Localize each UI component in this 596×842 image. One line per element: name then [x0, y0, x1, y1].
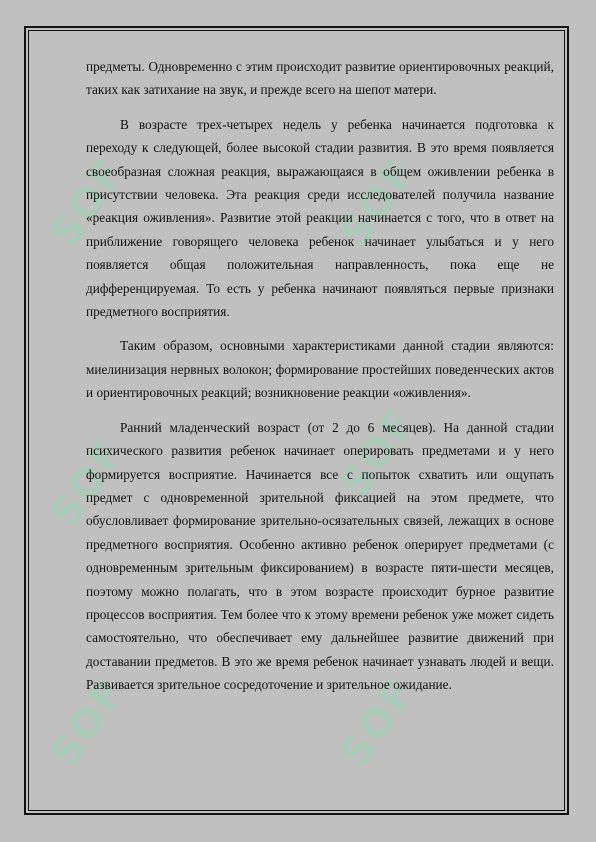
watermark-text: SOF [41, 150, 135, 256]
watermark-text: SOF [41, 430, 135, 536]
watermark-text: SOF [331, 670, 425, 776]
paragraph: Таким образом, основными характеристиками данной стадии являются: миелинизация нервных волокон; формирование простейших поведенческих актов и ориентировочных реакций; возникновение реакции «оживления». [86, 338, 554, 401]
document-body [86, 55, 554, 708]
paragraph: Ранний младенческий возраст (от 2 до 6 месяцев). На данной стадии психического развития ребенок начинает оперировать предметами и у него формируется восприятие. Начинается все с попыток схватить или ощупать предмет с одновременной зрительной фиксацией на этом предмете, что обусловливает формирование зрительно-осязательных связей, лежащих в основе предметного восприятия. Особенно активно ребенок оперирует предметами (с одновременным зрительным фиксированием) в возрасте пяти-шести месяцев, поэтому можно полагать, что в этом возрасте происходит бурное развитие процессов восприятия. Тем более что к этому времени ребенок уже может сидеть самостоятельно, что обеспечивает ему дальнейшее развитие движений при доставании предметов. В это же время ребенок начинает узнавать людей и вещи. Развивается зрительное сосредоточение и зрительное ожидание. [86, 419, 554, 693]
paragraph: В возрасте трех-четырех недель у ребенка начинается подготовка к переходу к следующей, более высокой стадии развития. В это время появляется своеобразная сложная реакция, выражающаяся в общем оживлении ребенка в присутствии человека. Эта реакция среди исследователей получила название «реакция оживления». Развитие этой реакции начинается с того, что в ответ на приближение говорящего человека ребенок начинает улыбаться и у него появляется общая положительная направленность, пока еще не дифференцируемая. То есть у ребенка начинают появляться первые признаки предметного восприятия. [86, 116, 554, 320]
watermark-text: SOF [41, 670, 135, 776]
watermark-text: SOF [331, 400, 425, 506]
paragraph: предметы. Одновременно с этим происходит развитие ориентировочных реакций, таких как затихание на звук, и прежде всего на шепот матери. [86, 59, 554, 98]
watermark-text: SOF [331, 150, 425, 256]
